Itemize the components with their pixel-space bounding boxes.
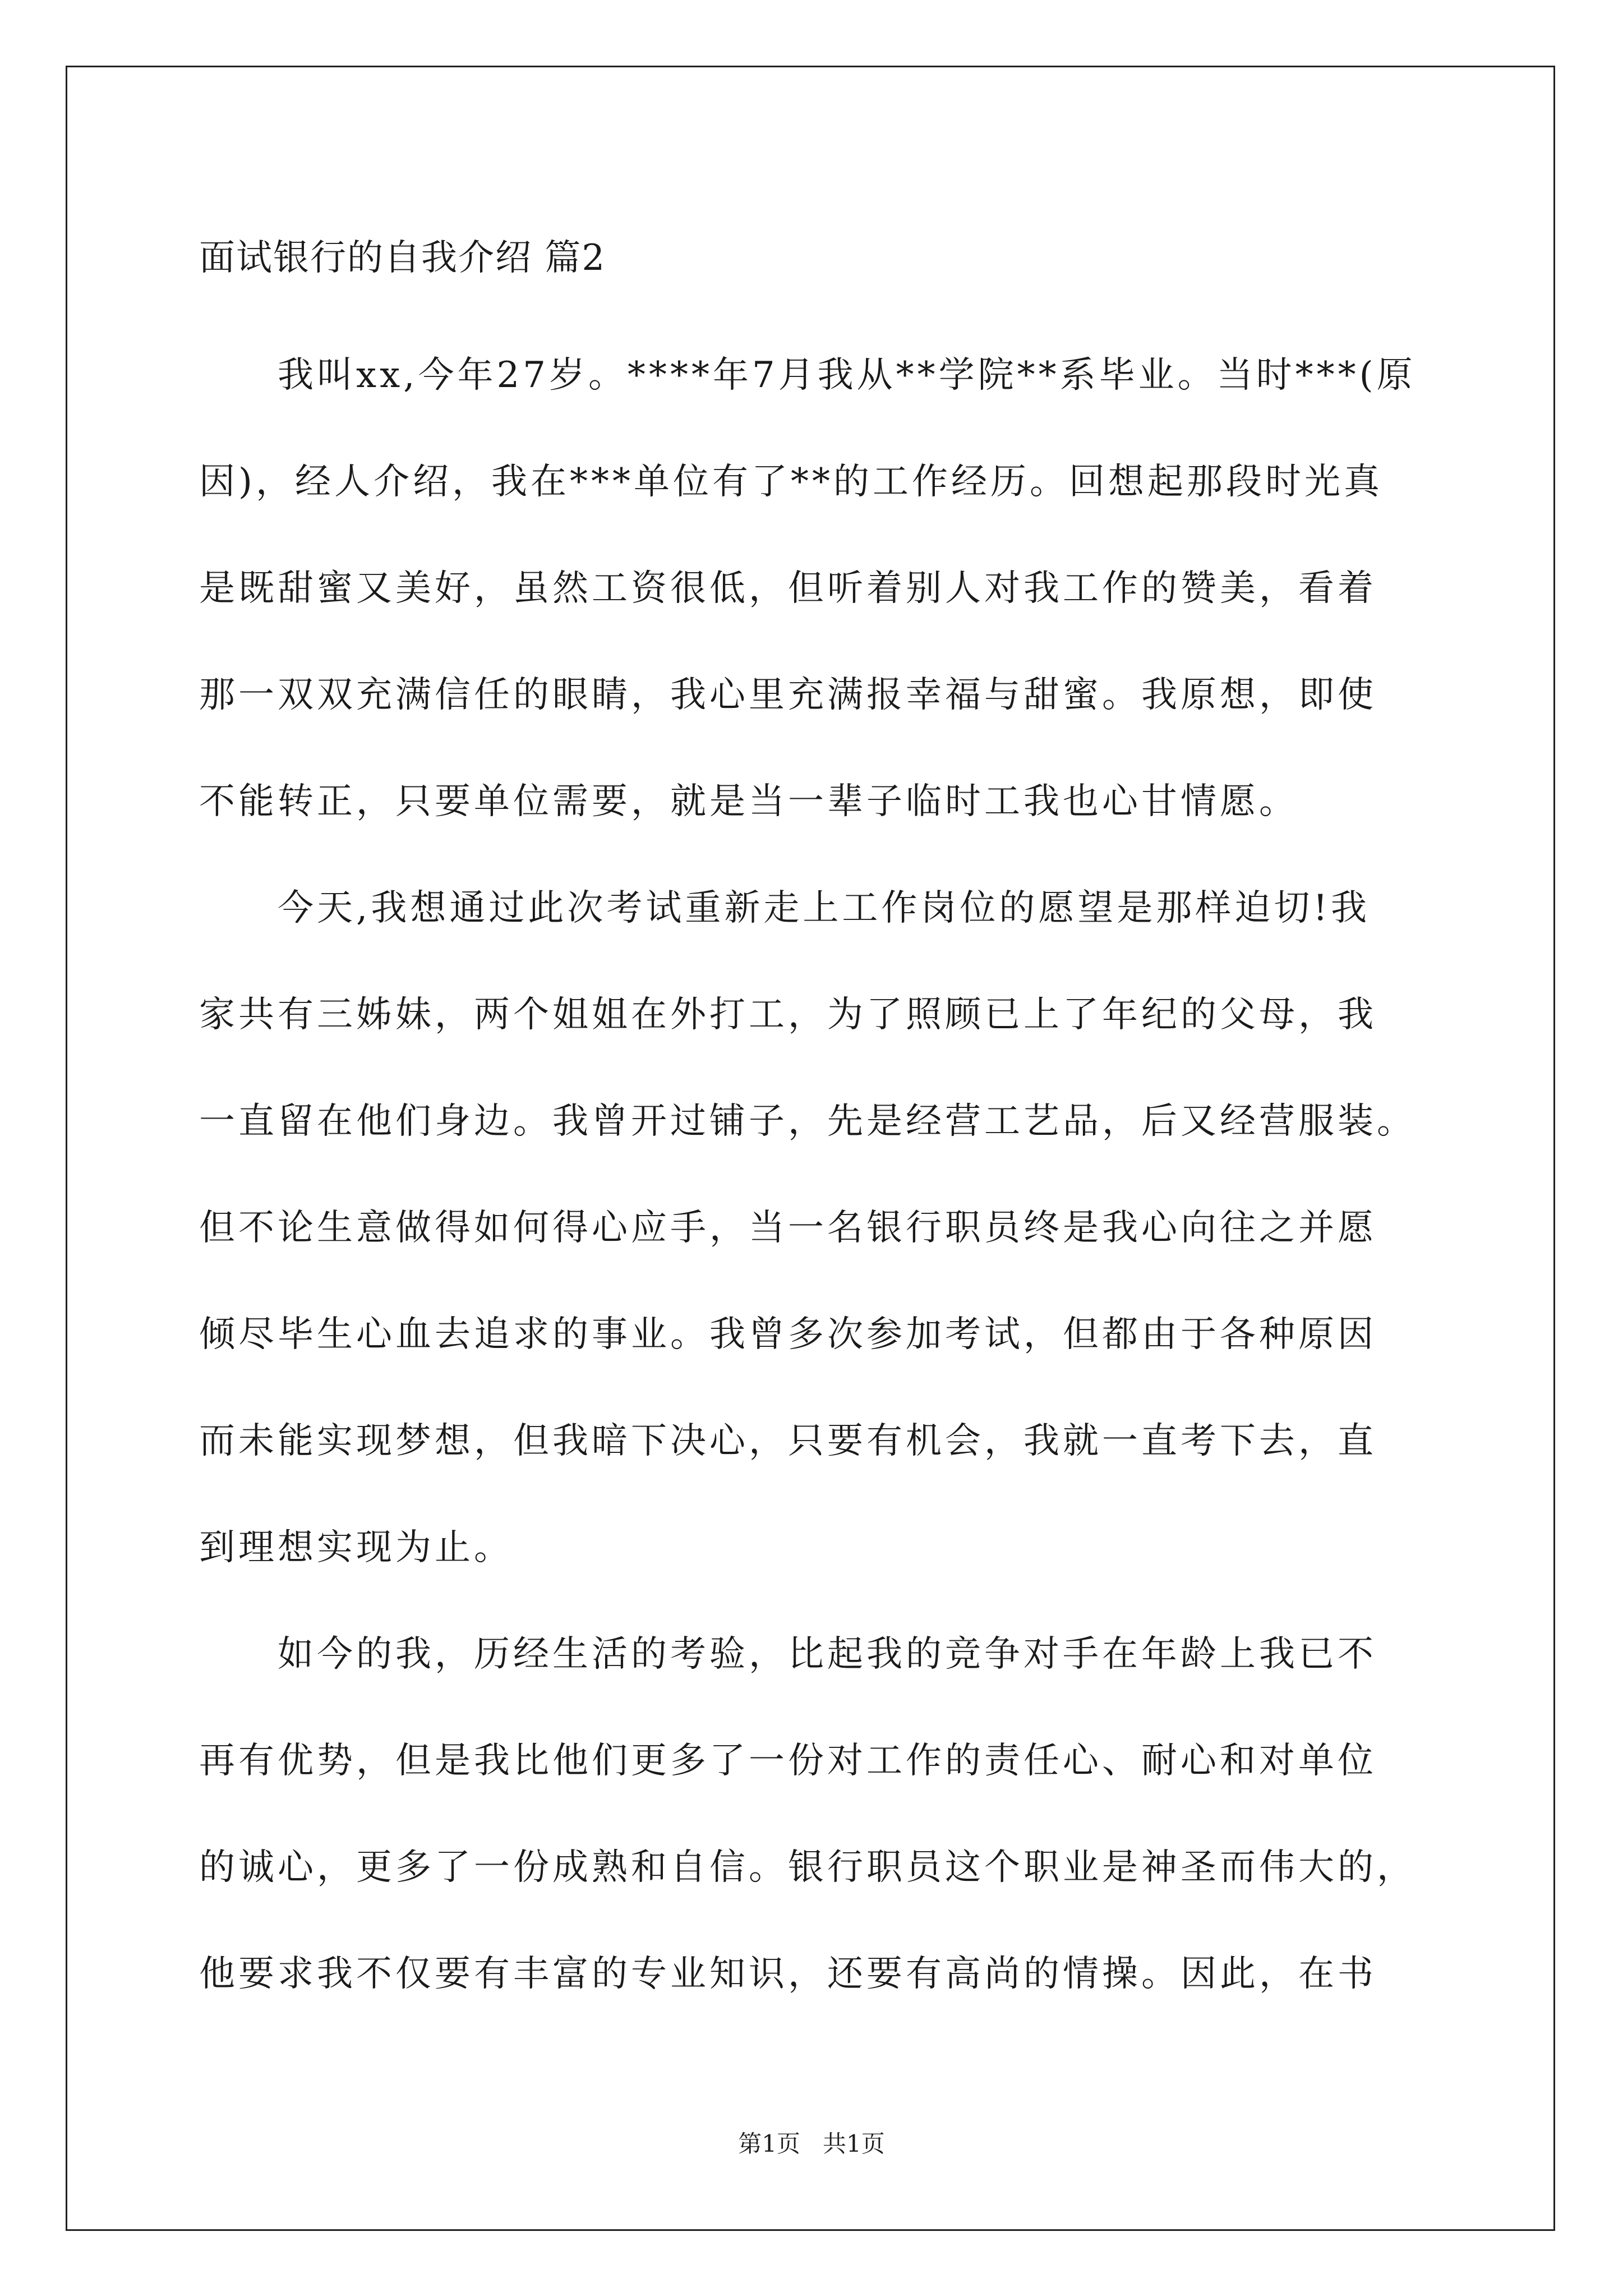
document-title: 面试银行的自我介绍 篇2 xyxy=(199,237,606,279)
text-line: 他要求我不仅要有丰富的专业知识，还要有高尚的情操。因此，在书 xyxy=(199,1953,1377,1995)
text-line: 到理想实现为止。 xyxy=(199,1527,513,1568)
document-body xyxy=(199,213,1427,2027)
page-footer: 第1页 共1页 xyxy=(738,2130,885,2157)
text-line: 倾尽毕生心血去追求的事业。我曾多次参加考试，但都由于各种原因 xyxy=(199,1314,1377,1355)
text-line: 的诚心，更多了一份成熟和自信。银行职员这个职业是神圣而伟大的， xyxy=(199,1847,1416,1888)
text-line: 再有优势，但是我比他们更多了一份对工作的责任心、耐心和对单位 xyxy=(199,1740,1377,1782)
text-line: 那一双双充满信任的眼睛，我心里充满报幸福与甜蜜。我原想，即使 xyxy=(199,674,1377,716)
text-line: 如今的我，历经生活的考验，比起我的竞争对手在年龄上我已不 xyxy=(278,1634,1377,1675)
text-line: 是既甜蜜又美好，虽然工资很低，但听着别人对我工作的赞美，看着 xyxy=(199,568,1377,609)
text-line: 家共有三姊妹，两个姐姐在外打工，为了照顾已上了年纪的父母，我 xyxy=(199,994,1377,1036)
paragraph-1 xyxy=(199,322,1427,855)
text-line: 而未能实现梦想，但我暗下决心，只要有机会，我就一直考下去，直 xyxy=(199,1420,1377,1462)
paragraph-2 xyxy=(199,855,1427,1601)
paragraph-3 xyxy=(199,1601,1427,2027)
text-line: 我叫xx,今年27岁。****年7月我从**学院**系毕业。当时***(原 xyxy=(278,355,1416,396)
text-line: 今天,我想通过此次考试重新走上工作岗位的愿望是那样迫切!我 xyxy=(278,887,1371,929)
text-line: 不能转正，只要单位需要，就是当一辈子临时工我也心甘情愿。 xyxy=(199,781,1298,822)
text-line: 但不论生意做得如何得心应手，当一名银行职员终是我心向往之并愿 xyxy=(199,1207,1377,1249)
text-line: 因)，经人介绍，我在***单位有了**的工作经历。回想起那段时光真 xyxy=(199,461,1383,503)
text-line: 一直留在他们身边。我曾开过铺子，先是经营工艺品，后又经营服装。 xyxy=(199,1101,1416,1142)
